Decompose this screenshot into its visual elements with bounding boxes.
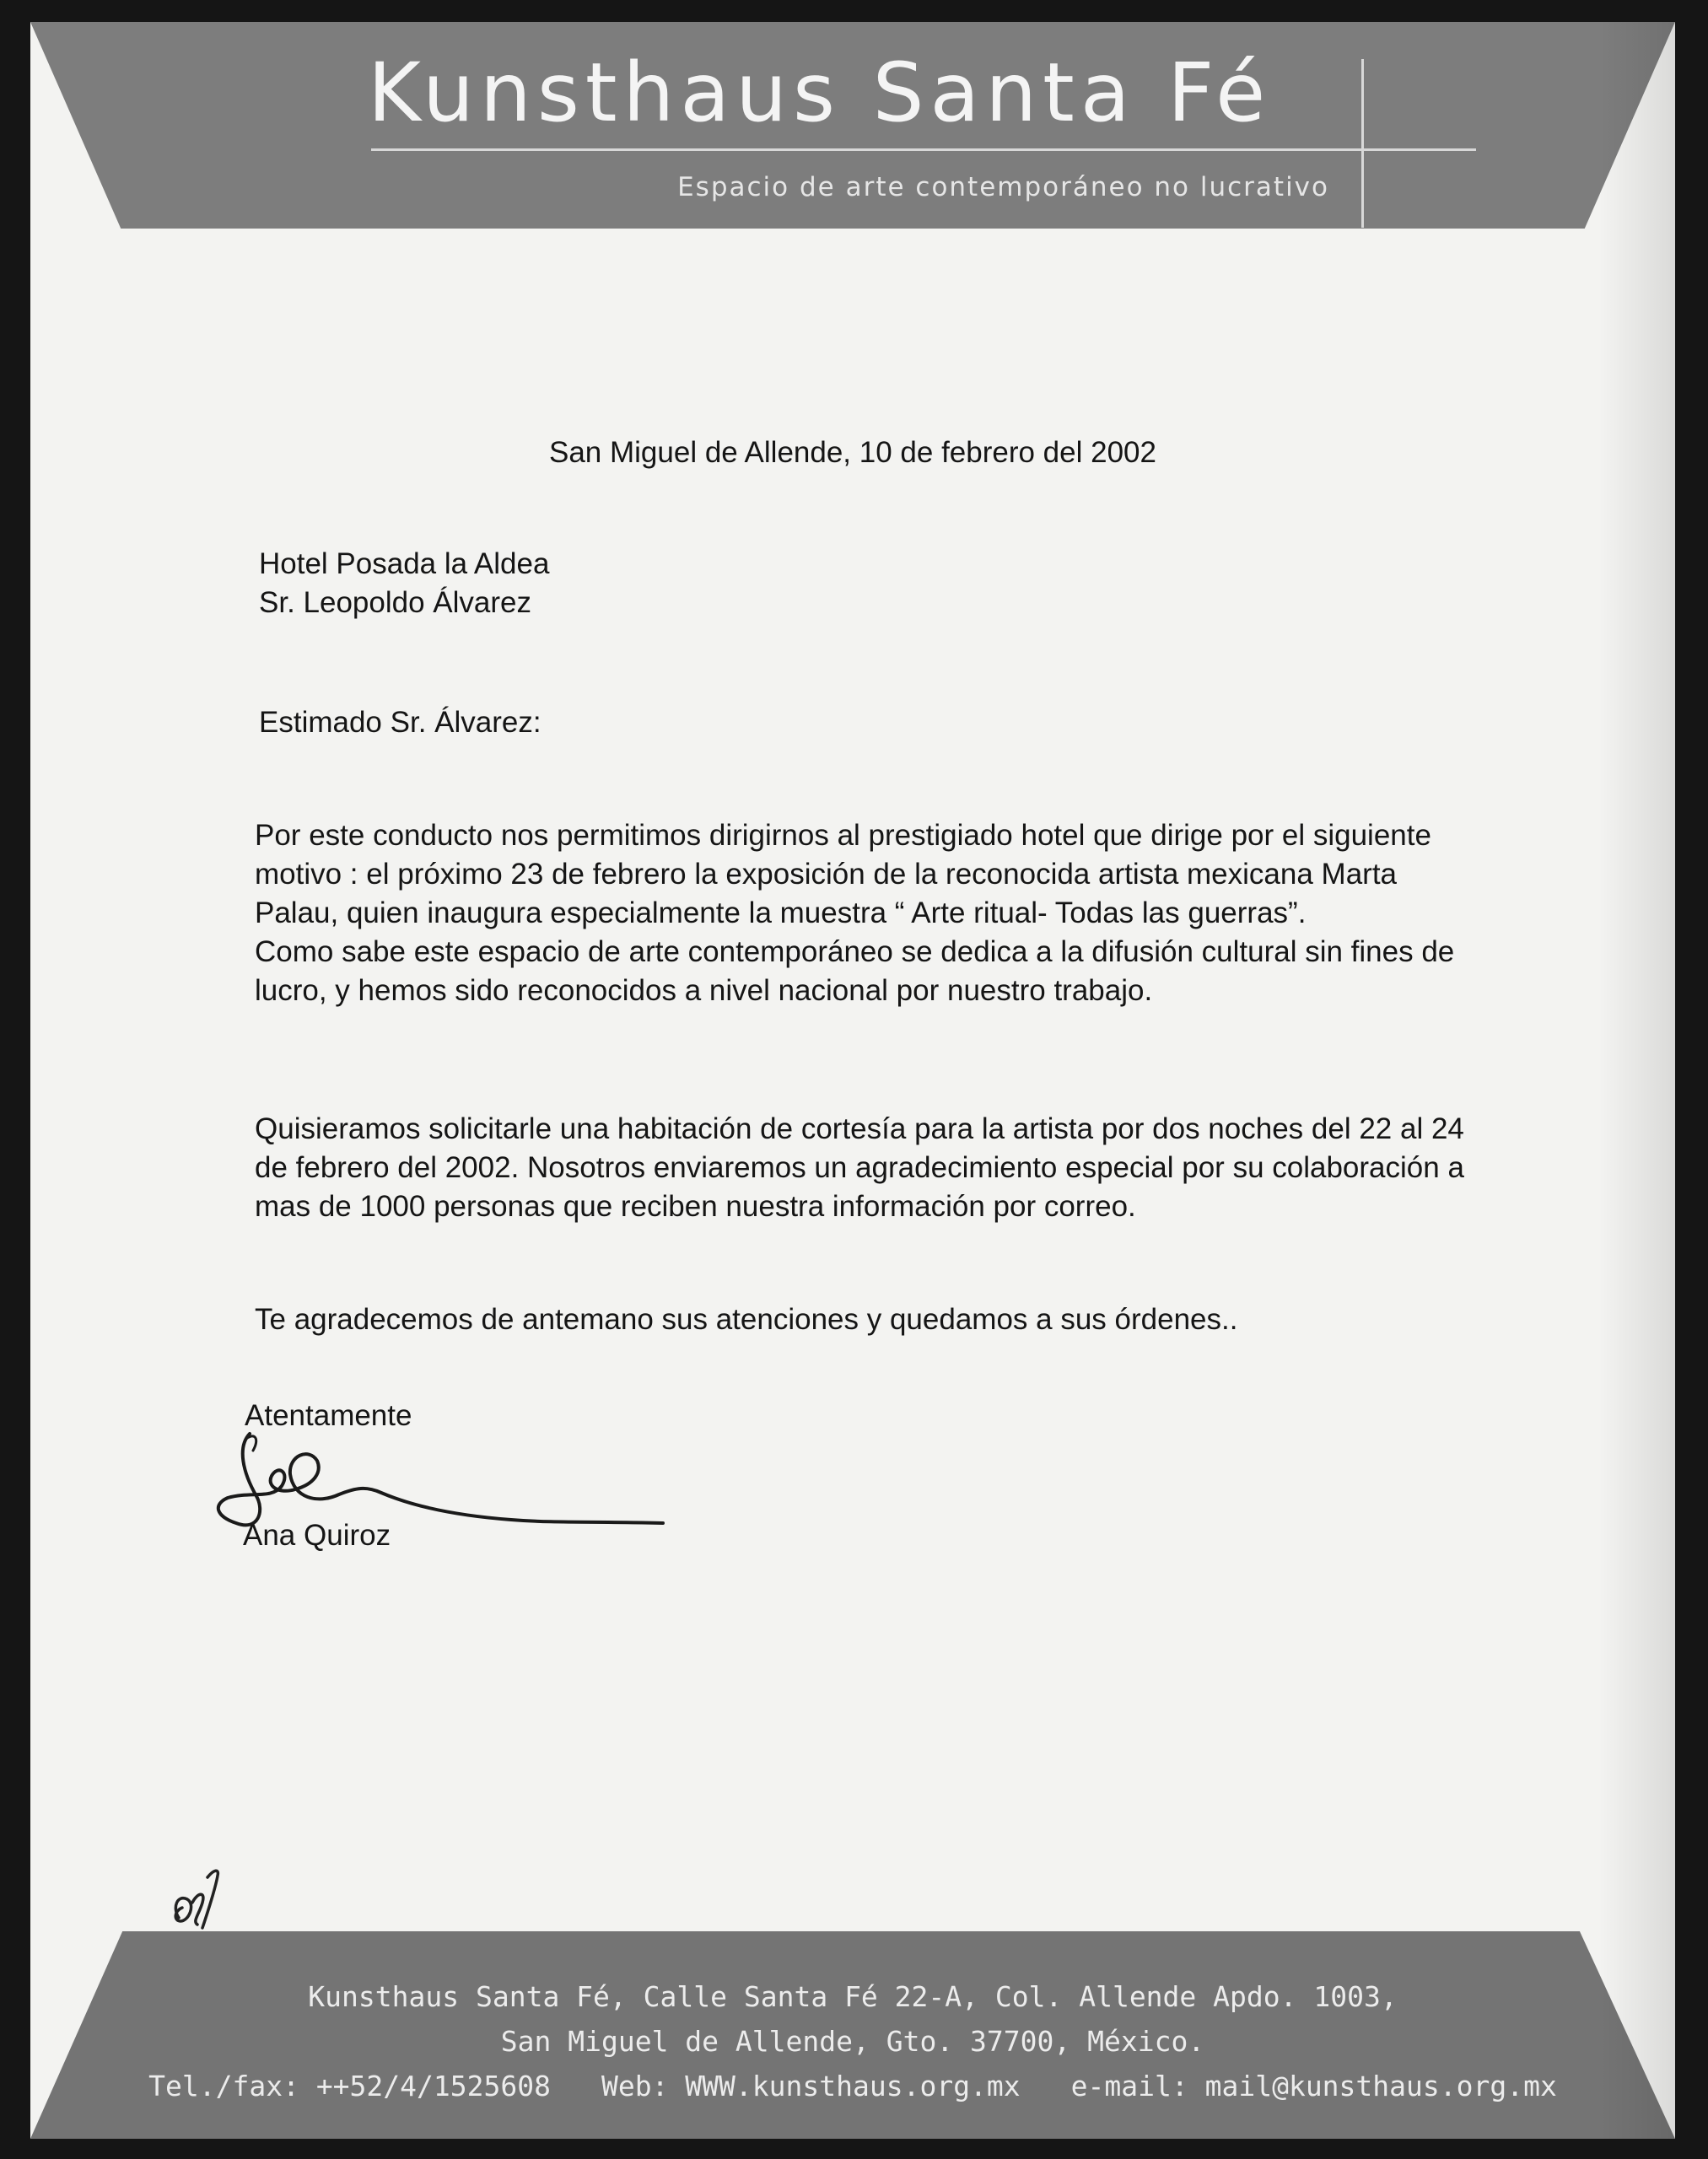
footer-city-line: San Miguel de Allende, Gto. 37700, México. <box>500 2025 1205 2058</box>
initials-mark-icon <box>159 1840 260 1941</box>
letterhead-rule-horizontal <box>371 148 1476 151</box>
footer-address-line: Kunsthaus Santa Fé, Calle Santa Fé 22-A, Col. Allende Apdo. 1003, <box>308 1980 1398 2013</box>
recipient-block <box>259 545 549 622</box>
recipient-line: Sr. Leopoldo Álvarez <box>259 586 531 619</box>
signer-name: Ana Quiroz <box>243 1519 391 1552</box>
closing: Atentamente <box>245 1399 412 1432</box>
letterhead-name: Kunsthaus Santa Fé <box>368 46 1272 140</box>
body-paragraph: Te agradecemos de antemano sus atenciones y quedamos a sus órdenes.. <box>255 1303 1238 1336</box>
footer-contact-line <box>30 2070 1675 2102</box>
footer-web-link: Web: WWW.kunsthaus.org.mx <box>601 2070 1021 2102</box>
date-line: San Miguel de Allende, 10 de febrero del 2002 <box>549 436 1156 469</box>
letter-sheet <box>30 22 1675 2139</box>
footer-phone: Tel./fax: ++52/4/1525608 <box>148 2070 551 2102</box>
footer-email: e-mail: mail@kunsthaus.org.mx <box>1070 2070 1557 2102</box>
letterhead-tagline: Espacio de arte contemporáneo no lucrativo <box>677 172 1329 202</box>
letterhead-rule-vertical <box>1361 59 1364 228</box>
recipient-line: Hotel Posada la Aldea <box>259 547 550 580</box>
body-paragraph: Por este conducto nos permitimos dirigirnos al prestigiado hotel que dirige por el siguiente motivo : el próximo 23 de febrero la exposición de la reconocida artista mexicana Marta Palau, quien inaugura especialmente la muestra “ Arte ritual- Todas las guerras”. Como sabe este espacio de arte contemporáneo se dedica a la difusión cultural sin fines de lucro, y hemos sido reconocidos a nivel nacional por nuestro trabajo. <box>255 819 1455 1007</box>
body-paragraph: Quisieramos solicitarle una habitación de cortesía para la artista por dos noches del 22 al 24 de febrero del 2002. Nosotros enviaremos un agradecimiento especial por su colaboración a mas de 1000 personas que reciben nuestra información por correo. <box>255 1112 1464 1223</box>
salutation: Estimado Sr. Álvarez: <box>259 706 541 739</box>
